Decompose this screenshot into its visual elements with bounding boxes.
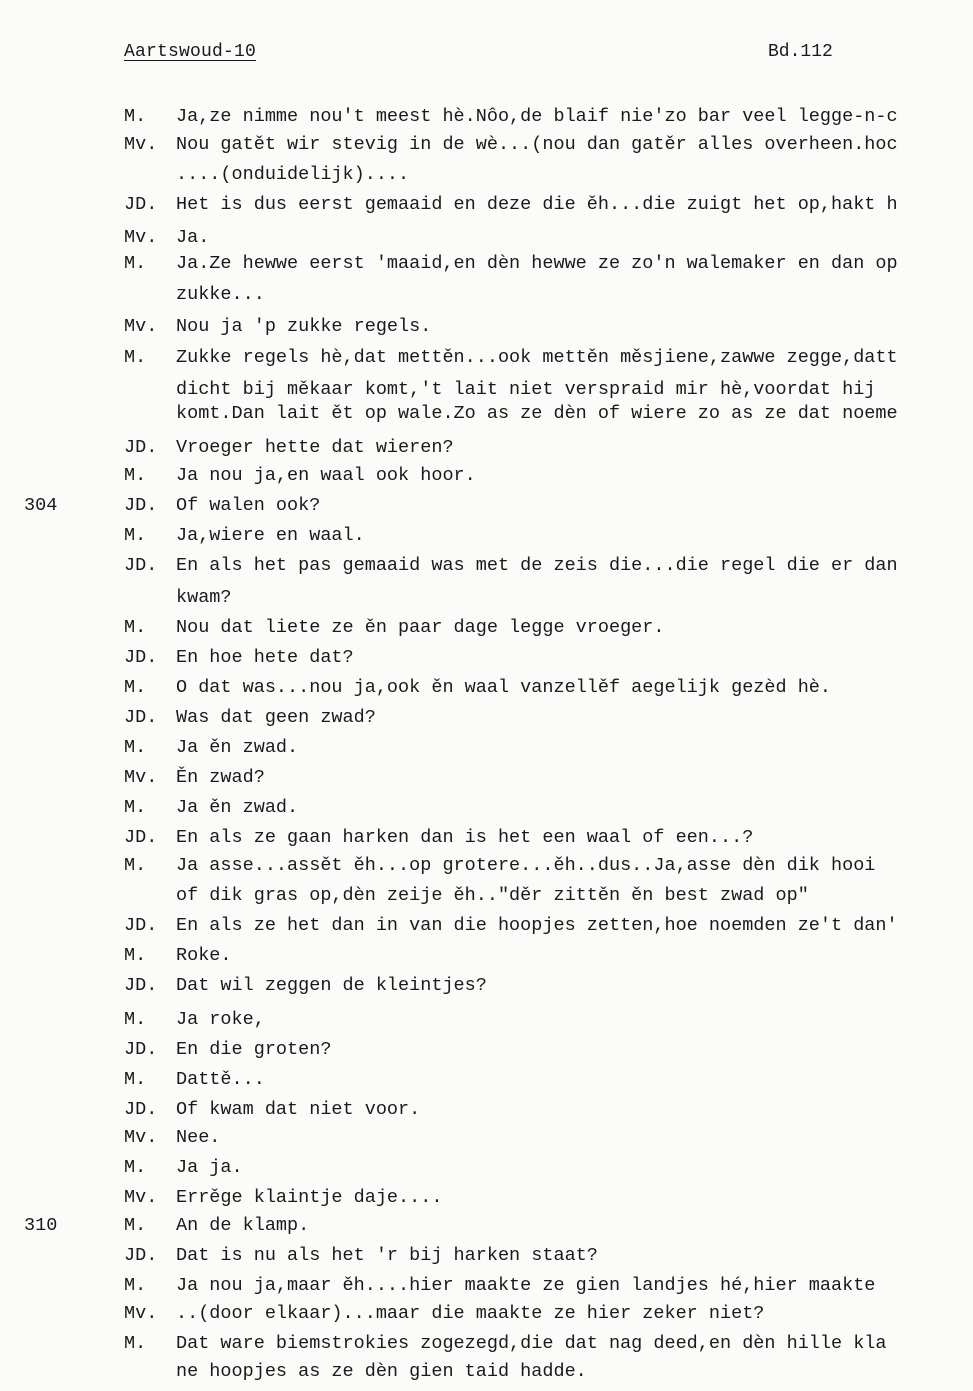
- transcript-line: [0, 402, 973, 426]
- transcript-line: [0, 1302, 973, 1326]
- transcript-line: [0, 226, 973, 250]
- speaker-label: Mv.: [124, 1303, 158, 1324]
- utterance-text: dicht bij měkaar komt,'t lait niet verspraid mir hè,voordat hij: [176, 379, 876, 400]
- page-number: Bd.112: [768, 42, 833, 62]
- transcript-line: [0, 706, 973, 730]
- transcript-line: [0, 378, 973, 402]
- speaker-label: JD.: [124, 915, 158, 936]
- utterance-text: Ja,ze nimme nou't meest hè.Nôo,de blaif nie'zo bar veel legge-n-c: [176, 106, 898, 127]
- transcript-line: [0, 1274, 973, 1298]
- utterance-text: ....(onduidelijk)....: [176, 164, 410, 185]
- transcript-line: [0, 676, 973, 700]
- utterance-text: En die groten?: [176, 1039, 332, 1060]
- speaker-label: M.: [124, 797, 147, 818]
- utterance-text: Ja,wiere en waal.: [176, 525, 365, 546]
- utterance-text: Was dat geen zwad?: [176, 707, 376, 728]
- utterance-text: Ja nou ja,maar ěh....hier maakte ze gien landjes hé,hier maakte: [176, 1275, 876, 1296]
- utterance-text: Nou dat liete ze ěn paar dage legge vroeger.: [176, 617, 665, 638]
- speaker-label: JD.: [124, 647, 158, 668]
- speaker-label: M.: [124, 1069, 147, 1090]
- speaker-label: Mv.: [124, 134, 158, 155]
- transcript-line: [0, 914, 973, 938]
- transcript-line: [0, 193, 973, 217]
- transcript-line: [0, 1038, 973, 1062]
- speaker-label: M.: [124, 1333, 147, 1354]
- transcript-line: [0, 974, 973, 998]
- transcript-line: [0, 133, 973, 157]
- transcript-line: [0, 826, 973, 850]
- transcript-line: [0, 1186, 973, 1210]
- utterance-text: Of kwam dat niet voor.: [176, 1099, 421, 1120]
- utterance-text: O dat was...nou ja,ook ěn waal vanzellěf aegelijk gezèd hè.: [176, 677, 832, 698]
- speaker-label: M.: [124, 106, 147, 127]
- utterance-text: Roke.: [176, 945, 232, 966]
- transcript-line: [0, 1360, 973, 1384]
- speaker-label: M.: [124, 737, 147, 758]
- speaker-label: M.: [124, 945, 147, 966]
- speaker-label: Mv.: [124, 767, 158, 788]
- transcript-line: [0, 554, 973, 578]
- utterance-text: Dattě...: [176, 1069, 265, 1090]
- utterance-text: Ja.Ze hewwe eerst 'maaid,en dèn hewwe ze zo'n walemaker en dan op: [176, 253, 898, 274]
- utterance-text: Ja roke,: [176, 1009, 265, 1030]
- transcript-line: [0, 766, 973, 790]
- speaker-label: M.: [124, 465, 147, 486]
- transcript-line: [0, 944, 973, 968]
- transcript-line: [0, 736, 973, 760]
- transcript-line: [0, 586, 973, 610]
- speaker-label: M.: [124, 1275, 147, 1296]
- utterance-text: zukke...: [176, 284, 265, 305]
- transcript-line: [0, 163, 973, 187]
- utterance-text: Ja ěn zwad.: [176, 797, 299, 818]
- transcript-line: [0, 1008, 973, 1032]
- utterance-text: Ja ěn zwad.: [176, 737, 299, 758]
- speaker-label: M.: [124, 1215, 147, 1236]
- transcript-line: [0, 1156, 973, 1180]
- speaker-label: JD.: [124, 437, 158, 458]
- speaker-label: Mv.: [124, 1187, 158, 1208]
- transcript-line: [0, 315, 973, 339]
- transcript-line: [0, 884, 973, 908]
- line-number: 304: [24, 495, 58, 516]
- transcript-line: [0, 646, 973, 670]
- transcript-line: [0, 524, 973, 548]
- transcript-line: [0, 1068, 973, 1092]
- utterance-text: Nou gatět wir stevig in de wè...(nou dan gatěr alles overheen.hoc: [176, 134, 898, 155]
- speaker-label: JD.: [124, 194, 158, 215]
- transcript-line: [0, 464, 973, 488]
- transcript-line: [0, 494, 973, 518]
- line-number: 310: [24, 1215, 58, 1236]
- transcript-line: [0, 1244, 973, 1268]
- utterance-text: Nee.: [176, 1127, 221, 1148]
- speaker-label: Mv.: [124, 227, 158, 248]
- utterance-text: Nou ja 'p zukke regels.: [176, 316, 432, 337]
- utterance-text: En als ze het dan in van die hoopjes zetten,hoe noemden ze't dan': [176, 915, 898, 936]
- speaker-label: M.: [124, 855, 147, 876]
- utterance-text: Ja.: [176, 227, 210, 248]
- utterance-text: Of walen ook?: [176, 495, 321, 516]
- transcript-line: [0, 283, 973, 307]
- speaker-label: JD.: [124, 827, 158, 848]
- utterance-text: Dat is nu als het 'r bij harken staat?: [176, 1245, 598, 1266]
- transcript-line: [0, 1332, 973, 1356]
- speaker-label: JD.: [124, 1099, 158, 1120]
- transcript-line: [0, 796, 973, 820]
- transcript-line: [0, 1126, 973, 1150]
- speaker-label: M.: [124, 617, 147, 638]
- speaker-label: M.: [124, 1157, 147, 1178]
- transcript-line: [0, 854, 973, 878]
- utterance-text: of dik gras op,dèn zeije ěh.."děr zittěn ěn best zwad op": [176, 885, 809, 906]
- transcript-line: [0, 1214, 973, 1238]
- transcript-line: [0, 436, 973, 460]
- transcript-line: [0, 105, 973, 129]
- utterance-text: kwam?: [176, 587, 232, 608]
- speaker-label: M.: [124, 1009, 147, 1030]
- transcript-line: [0, 252, 973, 276]
- utterance-text: ne hoopjes as ze dèn gien taid hadde.: [176, 1361, 587, 1382]
- utterance-text: Ja ja.: [176, 1157, 243, 1178]
- utterance-text: Dat wil zeggen de kleintjes?: [176, 975, 487, 996]
- transcript-line: [0, 616, 973, 640]
- speaker-label: M.: [124, 347, 147, 368]
- transcript-line: [0, 346, 973, 370]
- utterance-text: Zukke regels hè,dat mettěn...ook mettěn měsjiene,zawwe zegge,datt: [176, 347, 898, 368]
- speaker-label: Mv.: [124, 316, 158, 337]
- utterance-text: En hoe hete dat?: [176, 647, 354, 668]
- utterance-text: Ja asse...assět ěh...op grotere...ěh..dus..Ja,asse dèn dik hooi: [176, 855, 876, 876]
- utterance-text: Ja nou ja,en waal ook hoor.: [176, 465, 476, 486]
- speaker-label: Mv.: [124, 1127, 158, 1148]
- speaker-label: JD.: [124, 1039, 158, 1060]
- speaker-label: M.: [124, 525, 147, 546]
- utterance-text: An de klamp.: [176, 1215, 310, 1236]
- utterance-text: En als het pas gemaaid was met de zeis die...die regel die er dan: [176, 555, 898, 576]
- transcript-line: [0, 1098, 973, 1122]
- utterance-text: Ěn zwad?: [176, 767, 265, 788]
- speaker-label: JD.: [124, 555, 158, 576]
- speaker-label: M.: [124, 677, 147, 698]
- document-title: Aartswoud-10: [124, 42, 257, 62]
- utterance-text: Dat ware biemstrokies zogezegd,die dat nag deed,en dèn hille kla: [176, 1333, 887, 1354]
- utterance-text: Errěge klaintje daje....: [176, 1187, 443, 1208]
- speaker-label: JD.: [124, 975, 158, 996]
- utterance-text: komt.Dan lait ět op wale.Zo as ze dèn of wiere zo as ze dat noeme: [176, 403, 898, 424]
- utterance-text: En als ze gaan harken dan is het een waal of een...?: [176, 827, 754, 848]
- utterance-text: Het is dus eerst gemaaid en deze die ěh...die zuigt het op,hakt h: [176, 194, 898, 215]
- speaker-label: JD.: [124, 707, 158, 728]
- utterance-text: ..(door elkaar)...maar die maakte ze hier zeker niet?: [176, 1303, 765, 1324]
- speaker-label: M.: [124, 253, 147, 274]
- utterance-text: Vroeger hette dat wieren?: [176, 437, 454, 458]
- speaker-label: JD.: [124, 1245, 158, 1266]
- speaker-label: JD.: [124, 495, 158, 516]
